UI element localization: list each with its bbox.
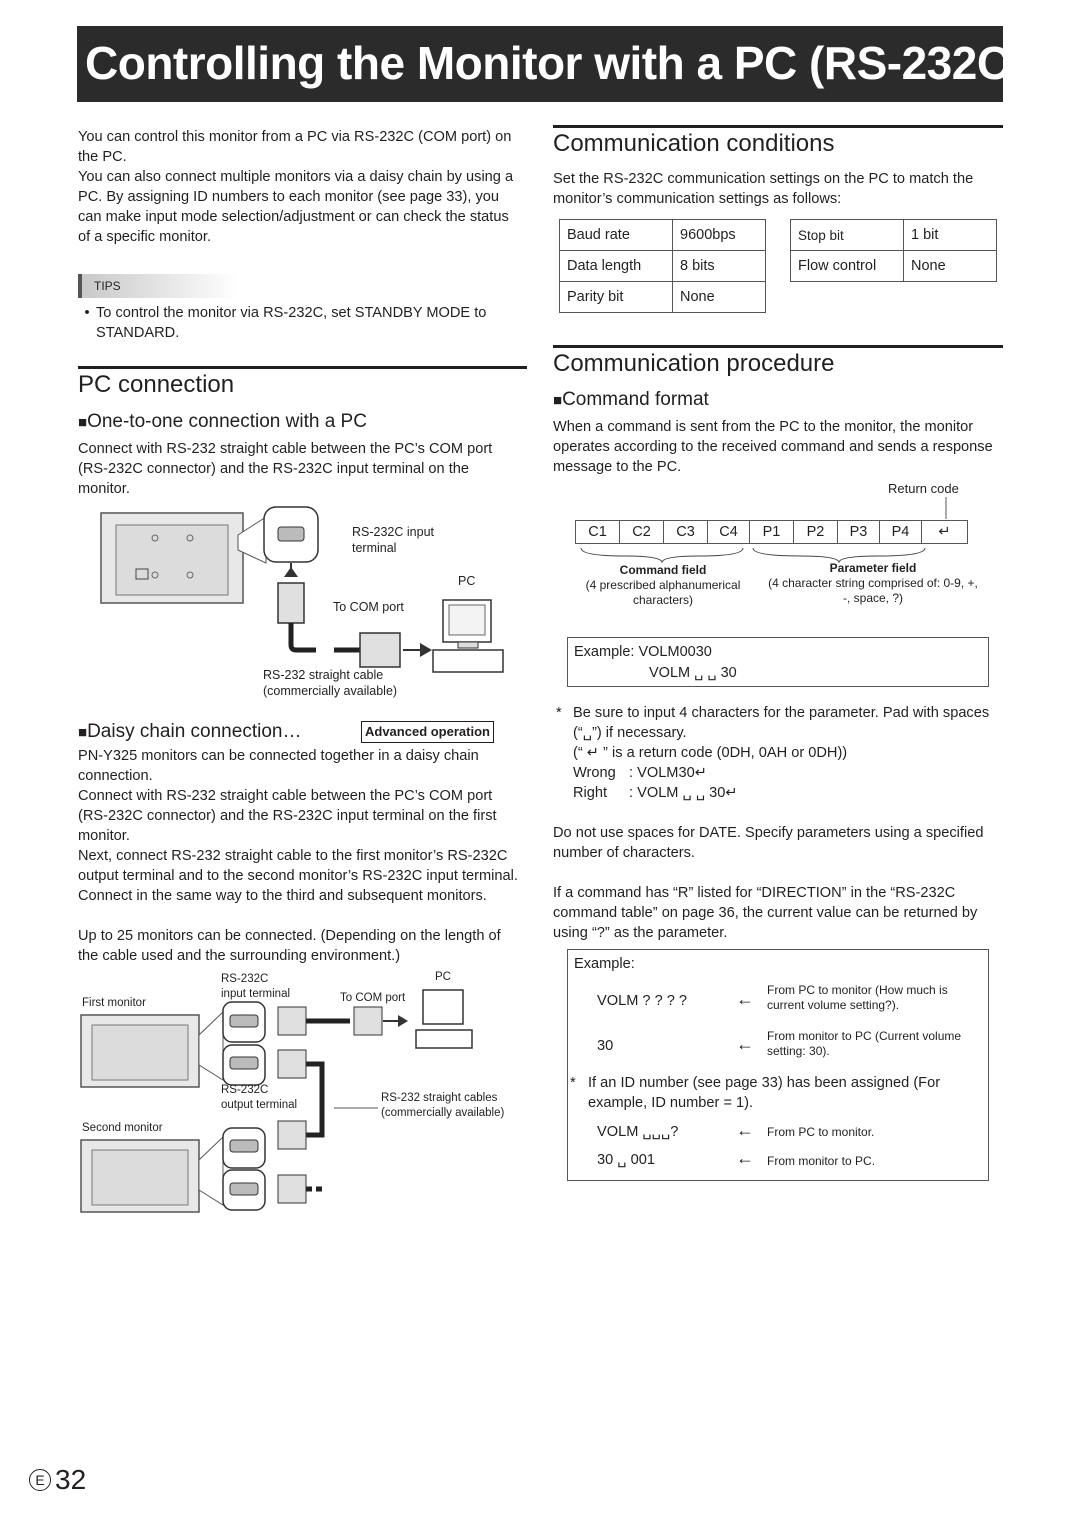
daisy-paragraph-1: PN-Y325 monitors can be connected together in a daisy chain connection. <box>78 748 479 784</box>
daisy-chain-heading-text: Daisy chain connection… <box>87 721 302 742</box>
com-connector-icon <box>360 633 400 667</box>
left-arrow-icon: ← <box>736 1034 754 1054</box>
parameter-field <box>763 561 983 606</box>
advanced-operation-badge: Advanced operation <box>361 721 494 743</box>
table-cell: Baud rate <box>560 220 673 251</box>
table-cell: Data length <box>560 251 673 282</box>
cell-p3: P3 <box>838 521 880 543</box>
table-cell: Stop bit <box>791 220 904 251</box>
comm-conditions-table-right <box>790 219 997 282</box>
command-field-title: Command field <box>619 563 707 577</box>
example2-id-cmd-2: 30 ␣ 001 <box>597 1152 655 1168</box>
pc-connection-heading: PC connection <box>78 366 527 399</box>
first-monitor-label: First monitor <box>82 997 146 1009</box>
daisy-com-port-label: To COM port <box>340 992 406 1004</box>
table-row <box>560 220 766 251</box>
one-to-one-pc-label: PC <box>458 574 476 588</box>
daisy-pc-label: PC <box>435 971 451 983</box>
square-bullet-icon: ■ <box>553 392 563 409</box>
comm-conditions-heading: Communication conditions <box>553 125 1003 158</box>
second-monitor-label: Second monitor <box>82 1122 163 1134</box>
return-code-label: Return code <box>888 481 959 496</box>
table-row <box>791 251 997 282</box>
rs232c-port-icon <box>278 527 304 541</box>
command-format-cells <box>575 520 968 544</box>
example2-id-cmd-1: VOLM ␣␣␣? <box>597 1124 679 1140</box>
daisy-paragraph-4: Up to 25 monitors can be connected. (Depending on the length of the cable used and the surrounding environment.) <box>78 928 501 964</box>
language-badge: E <box>29 1469 51 1491</box>
id-note-star: * <box>570 1075 576 1091</box>
comm-conditions-table-left <box>559 219 766 313</box>
daisy-cables-label-2: (commercially available) <box>381 1107 505 1119</box>
page-number: 32 <box>55 1464 87 1495</box>
cell-c1: C1 <box>576 521 620 543</box>
one-to-one-heading <box>78 411 367 433</box>
example2-cmd-2: 30 <box>597 1038 614 1054</box>
example2-id-desc-2: From monitor to PC. <box>767 1154 876 1168</box>
table-row <box>560 251 766 282</box>
note1-right-label: Right <box>573 785 608 801</box>
table-cell: None <box>904 251 997 282</box>
date-note: Do not use spaces for DATE. Specify parameters using a specified number of characters. <box>553 825 984 861</box>
table-cell: 1 bit <box>904 220 997 251</box>
note1-return-code: (“ ↵ ” is a return code (0DH, 0AH or 0DH)) <box>573 745 848 761</box>
intro-paragraph-1: You can control this monitor from a PC via RS-232C (COM port) on the PC. <box>78 129 512 165</box>
parameter-field-title: Parameter field <box>829 561 917 575</box>
left-arrow-icon: ← <box>736 989 754 1009</box>
note1-right-value: : VOLM ␣ ␣ 30↵ <box>629 785 738 801</box>
table-row <box>560 282 766 313</box>
cable-connector-icon <box>278 583 304 623</box>
cell-c3: C3 <box>664 521 708 543</box>
cell-p2: P2 <box>794 521 838 543</box>
cell-p4: P4 <box>880 521 922 543</box>
command-format-heading <box>553 389 709 411</box>
intro-paragraph-2: You can also connect multiple monitors via a daisy chain by using a PC. By assigning ID numbers to each monitor (see page 33), you can make input mode selection/adjustment or can check the status of a specific monitor. <box>78 169 514 245</box>
one-to-one-com-port-label: To COM port <box>333 600 404 614</box>
one-to-one-input-terminal-label: RS-232C input terminal <box>352 525 434 555</box>
one-to-one-text: Connect with RS-232 straight cable between the PC’s COM port (RS-232C connector) and the RS-232C input terminal on the monitor. <box>78 441 493 497</box>
second-input-port-icon <box>230 1140 258 1152</box>
example2-id-note: If an ID number (see page 33) has been assigned (For example, ID number = 1). <box>588 1075 941 1111</box>
example-box-2 <box>567 949 989 1181</box>
note1-wrong-label: Wrong <box>573 765 616 781</box>
one-to-one-heading-text: One-to-one connection with a PC <box>87 411 367 432</box>
daisy-input-terminal-label-2: input terminal <box>221 988 291 1000</box>
command-format-text: When a command is sent from the PC to the monitor, the monitor operates according to the received command and sends a response message to the PC. <box>553 419 993 475</box>
first-output-port-icon <box>230 1057 258 1069</box>
page-title: Controlling the Monitor with a PC (RS-232C) <box>85 37 1025 89</box>
table-cell: 8 bits <box>673 251 766 282</box>
comm-conditions-section <box>553 125 1003 158</box>
example2-desc-1: From PC to monitor (How much is current volume setting?). <box>767 983 948 1012</box>
table-cell: 9600bps <box>673 220 766 251</box>
cell-return-code: ↵ <box>938 524 951 540</box>
daisy-paragraph-3: Next, connect RS-232 straight cable to the first monitor’s RS-232C output terminal and to the second monitor’s RS-232C input terminal. Connect in the same way to the third and subsequent monitors. <box>78 848 518 904</box>
example2-id-desc-1: From PC to monitor. <box>767 1125 875 1139</box>
square-bullet-icon: ■ <box>78 724 88 741</box>
first-input-port-icon <box>230 1015 258 1027</box>
table-cell: Flow control <box>791 251 904 282</box>
cell-c2: C2 <box>620 521 664 543</box>
example-box-1 <box>567 637 989 687</box>
tips-label: TIPS <box>78 274 238 298</box>
cell-c4: C4 <box>708 521 750 543</box>
comm-conditions-text: Set the RS-232C communication settings on the PC to match the monitor’s communication settings as follows: <box>553 171 974 207</box>
monitor-back-panel <box>116 525 228 595</box>
example1-line2: VOLM ␣ ␣ 30 <box>649 665 737 681</box>
tips-item-text: To control the monitor via RS-232C, set STANDBY MODE to STANDARD. <box>96 305 487 341</box>
square-bullet-icon: ■ <box>78 414 88 431</box>
table-row <box>791 220 997 251</box>
left-arrow-icon: ← <box>736 1148 754 1168</box>
pc-connection-section <box>78 366 527 399</box>
example1-line1: Example: VOLM0030 <box>574 644 712 660</box>
daisy-pc-monitor-icon <box>423 990 463 1024</box>
daisy-input-terminal-label-1: RS-232C <box>221 973 269 985</box>
comm-procedure-section <box>553 345 1003 378</box>
second-output-port-icon <box>230 1183 258 1195</box>
daisy-chain-heading <box>78 721 301 743</box>
left-arrow-icon: ← <box>736 1120 754 1140</box>
cell-p1: P1 <box>750 521 794 543</box>
command-field-desc: (4 prescribed alphanumerical characters) <box>585 578 741 607</box>
daisy-cables-label-1: RS-232 straight cables <box>381 1092 498 1104</box>
note1-star: * <box>556 705 562 721</box>
note1-wrong-value: : VOLM30↵ <box>629 765 707 781</box>
daisy-output-terminal-label-1: RS-232C <box>221 1084 269 1096</box>
r-direction-note: If a command has “R” listed for “DIRECTION” in the “RS-232C command table” on page 36, the current value can be returned by using “?” as the parameter. <box>553 885 978 941</box>
parameter-field-desc: (4 character string comprised of: 0-9, +, -, space, ?) <box>768 576 978 605</box>
bullet-icon: • <box>84 305 90 321</box>
daisy-output-terminal-label-2: output terminal <box>221 1099 298 1111</box>
tips-item <box>78 303 523 343</box>
return-code-pointer <box>940 497 952 521</box>
pc-base-icon <box>433 650 503 672</box>
command-field <box>575 563 751 608</box>
daisy-paragraph-2: Connect with RS-232 straight cable between the PC’s COM port (RS-232C connector) and the RS-232C input terminal on the first monitor. <box>78 788 497 844</box>
title-banner <box>77 26 1025 102</box>
example2-label: Example: <box>574 956 635 972</box>
note1-text: Be sure to input 4 characters for the parameter. Pad with spaces (“␣”) if necessary. <box>573 705 990 741</box>
daisy-pc-base-icon <box>416 1030 472 1048</box>
table-cell: None <box>673 282 766 313</box>
table-cell: Parity bit <box>560 282 673 313</box>
command-format-heading-text: Command format <box>562 389 709 410</box>
one-to-one-cable-label: RS-232 straight cable (commercially available) <box>263 668 398 698</box>
example2-cmd-1: VOLM ? ? ? ? <box>597 993 688 1009</box>
example2-desc-2: From monitor to PC (Current volume setting: 30). <box>767 1029 962 1058</box>
comm-procedure-heading: Communication procedure <box>553 345 1003 378</box>
